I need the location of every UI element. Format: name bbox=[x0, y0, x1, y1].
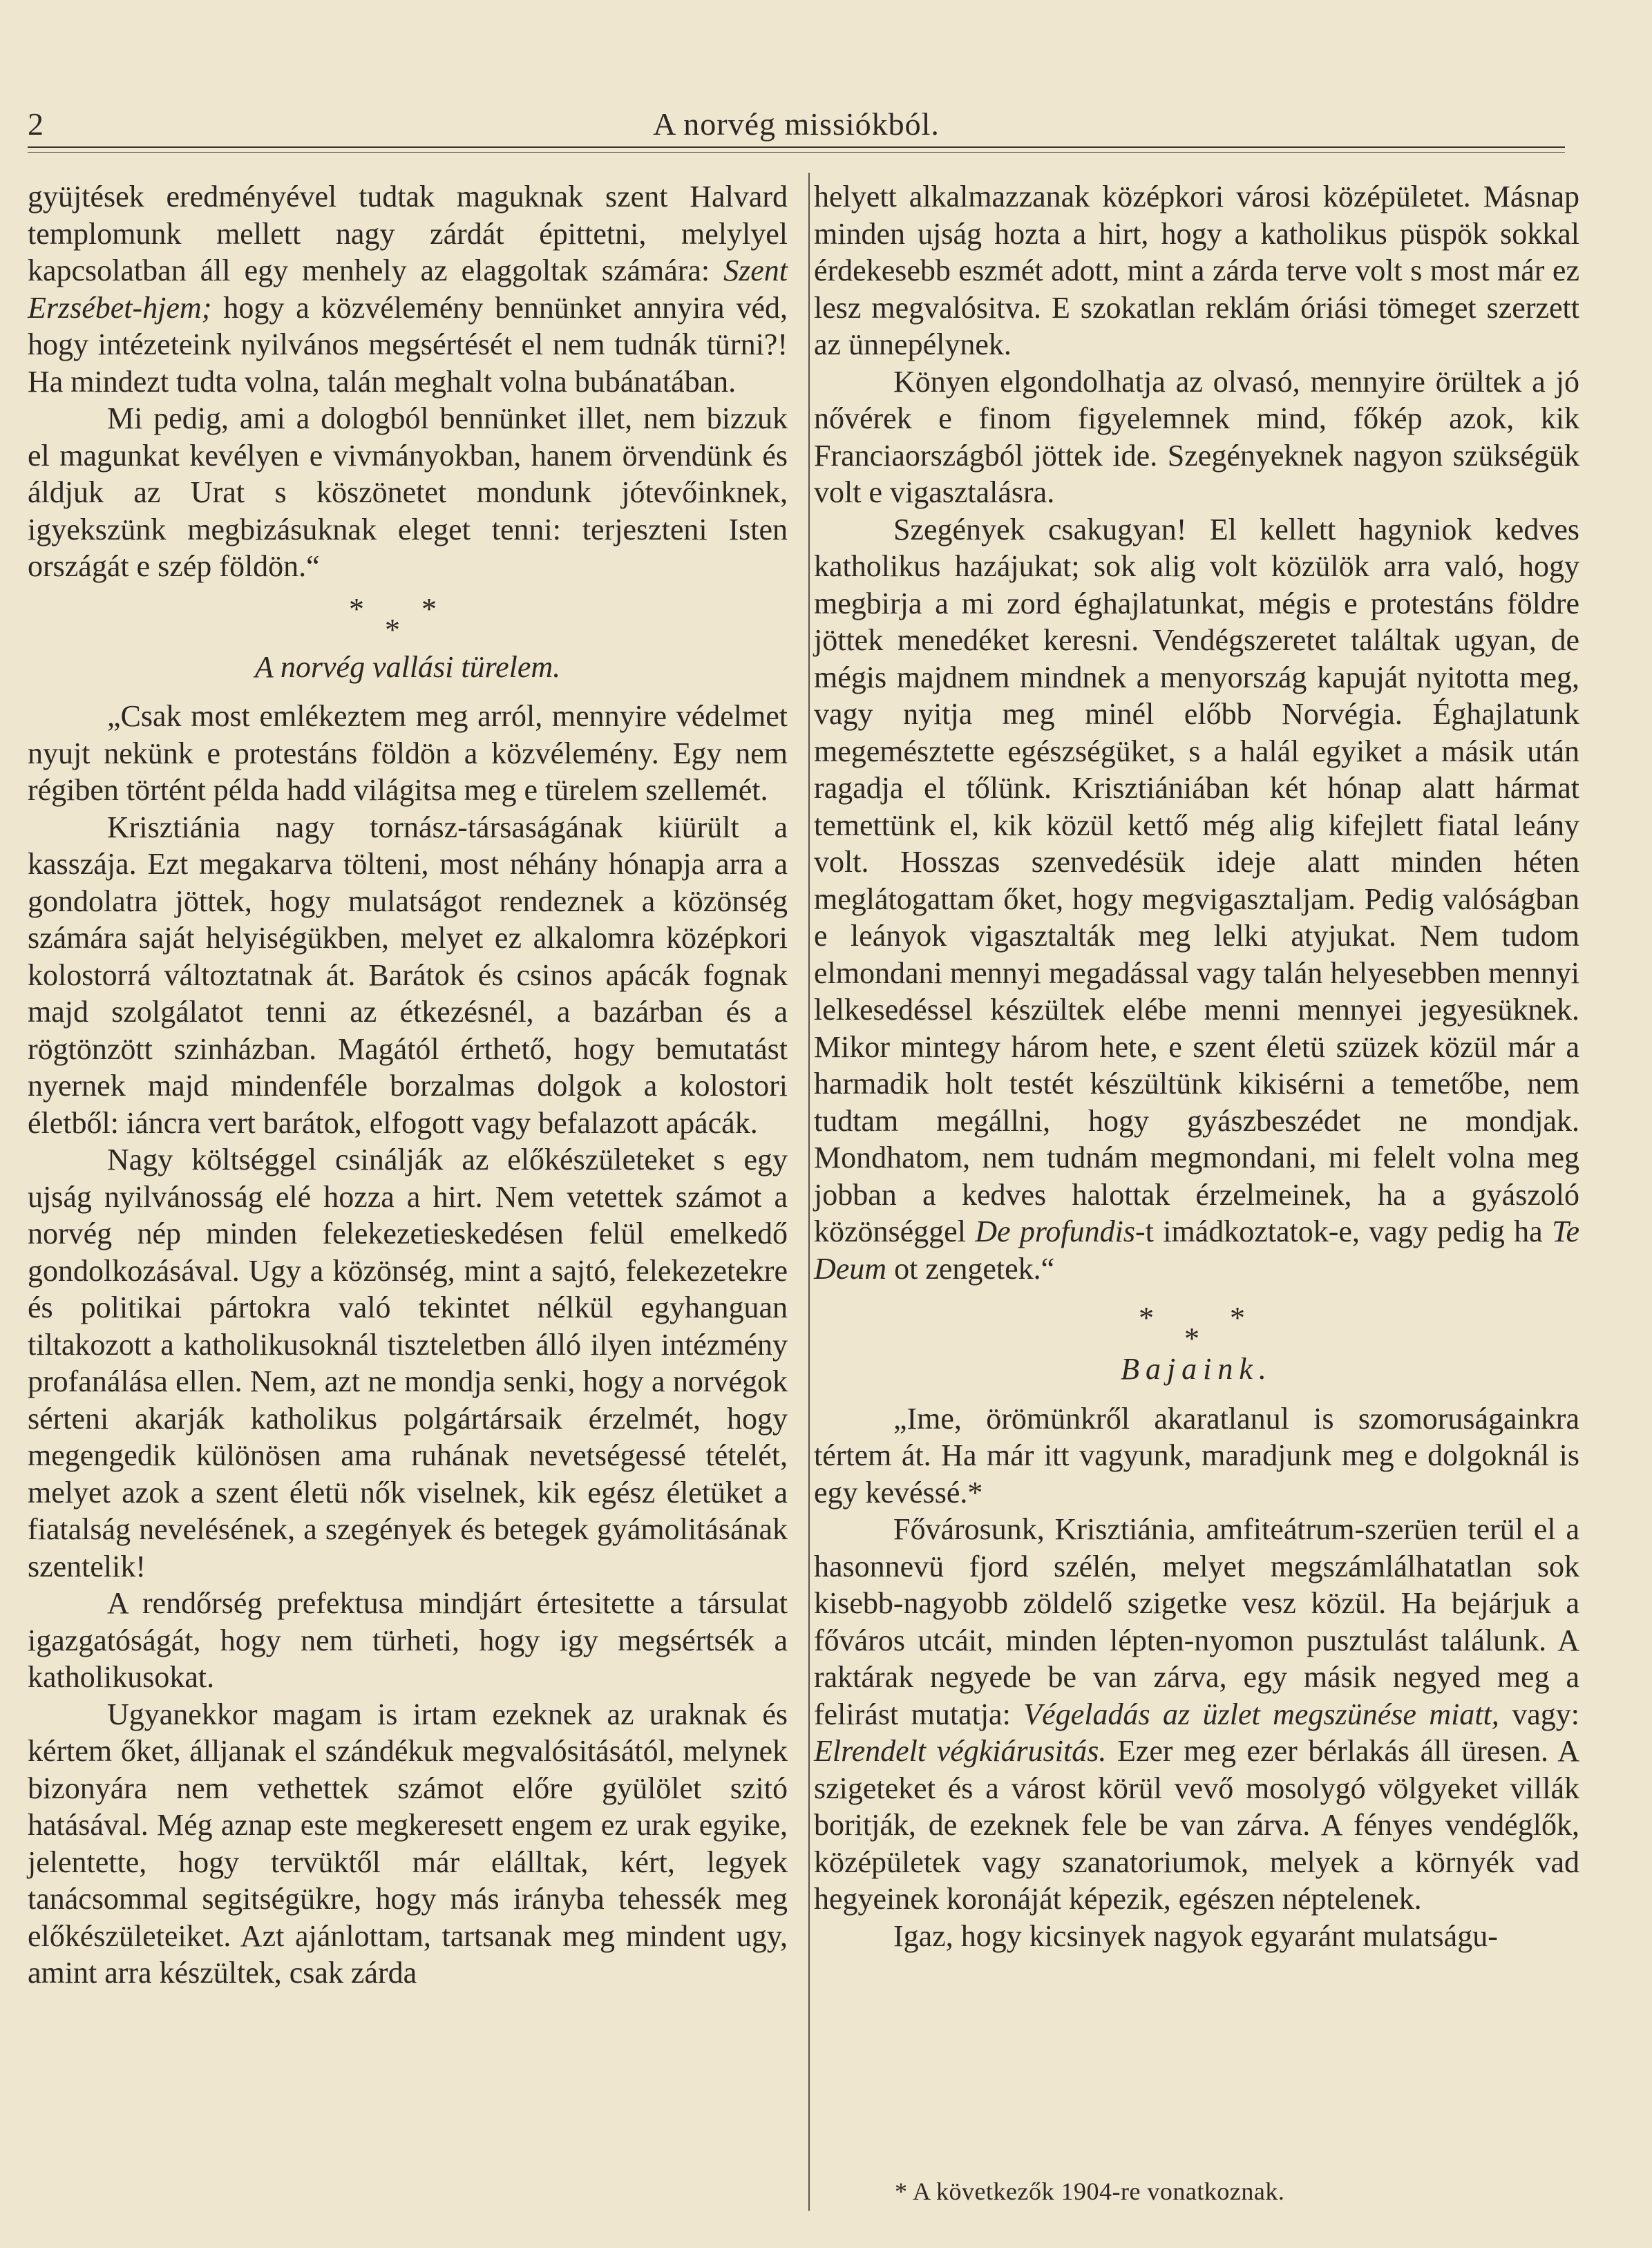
paragraph: Fővárosunk, Krisztiánia, amfiteátrum-szerüen terül el a hasonnevü fjord szélén, melyet megszámlálhatatlan sok kisebb-nagyobb zöldelő szigetke vesz közül. Ha bejárjuk a főváros utcáit, minden lépten-nyomon pusztulást találunk. A raktárak negyede be van zárva, egy másik negyed meg a felirást mutatja: Végeladás az üzlet megszünése miatt, vagy: Elrendelt végkiárusitás. Ezer meg ezer bérlakás áll üresen. A szigeteket és a várost körül vevő mosolygó völgyeket villák boritják, de ezeknek fele be van zárva. A fényes vendéglők, középületek vagy szanatoriumok, melyek a környék vad hegyeinek koronáját képezik, egészen néptelenek. bbox=[814, 1512, 1580, 1916]
paragraph: Mi pedig, ami a dologból bennünket illet, nem bizzuk el magunkat kevélyen e vivmányokban, hanem örvendünk és áldjuk az Urat s köszönetet mondunk jótevőinknek, igyekszünk megbizásuknak eleget tenni: terjeszteni Isten országát e szép földön.“ bbox=[28, 401, 788, 583]
italic-text: Szent Erzsébet-hjem; bbox=[28, 254, 788, 325]
paragraph: Ugyanekkor magam is irtam ezeknek az uraknak és kértem őket, álljanak el szándékuk megvalósitásától, melynek bizonyára nem vethettek számot előre gyülölet szitó hatásával. Még aznap este megkeresett engem ez urak egyike, jelentette, hogy tervüktől már elálltak, kért, legyek tanácsommal segitségükre, hogy más irányba tehessék meg előkészületeiket. Azt ajánlottam, tartsanak meg mindent ugy, amint arra készültek, csak zárda bbox=[28, 1697, 788, 1990]
section-stars bbox=[28, 585, 788, 647]
section-heading: Bajaink. bbox=[1121, 1352, 1273, 1386]
star: * bbox=[1230, 1301, 1245, 1335]
paragraph: Igaz, hogy kicsinyek nagyok egyaránt mulatságu- bbox=[893, 1918, 1498, 1953]
page-number: 2 bbox=[28, 106, 44, 142]
star: * bbox=[421, 591, 437, 626]
paragraph: „Csak most emlékeztem meg arról, mennyire védelmet nyujt nekünk e protestáns földön a közvélemény. Egy nem régiben történt példa hadd világitsa meg e türelem szellemét. bbox=[28, 699, 788, 807]
italic-text: Végeladás az üzlet megszünése miatt, bbox=[1023, 1697, 1499, 1731]
paragraph: helyett alkalmazzanak középkori városi középületet. Másnap minden ujság hozta a hirt, hogy a katholikus püspök sokkal érdekesebb eszmét adott, mint a zárda terve volt s most már ez lesz megvalósitva. E szokatlan reklám óriási tömeget szerzett az ünnepélynek. bbox=[814, 180, 1579, 361]
italic-text: Te Deum bbox=[814, 1215, 1580, 1286]
column-divider bbox=[808, 173, 810, 2211]
star: * bbox=[385, 612, 400, 647]
page-header bbox=[28, 104, 1565, 145]
paragraph: Krisztiánia nagy tornász-társaságának kiürült a kasszája. Ezt megakarva tölteni, most néhány hónapja arra a gondolatra jöttek, hogy mulatságot rendeznek a közönség számára saját helyiségükben, melyet ez alkalomra középkori kolostorrá változtatnak át. Barátok és csinos apácák fognak majd szolgálatot tenni az étkezésnél, a bazárban és a rögtönzött szinházban. Magától érthető, hogy bemutatást nyernek majd mindenféle borzalmas dolgok a kolostori életből: iáncra vert barátok, elfogott vagy befalazott apácák. bbox=[28, 810, 788, 1140]
section-heading: A norvég vallási türelem. bbox=[254, 649, 561, 684]
section-stars bbox=[814, 1287, 1579, 1355]
header-rule bbox=[28, 146, 1565, 153]
star: * bbox=[1184, 1322, 1199, 1355]
paragraph: A rendőrség prefektusa mindjárt értesitette a társulat igazgatóságát, hogy nem türheti, hogy igy megsértsék a katholikusokat. bbox=[28, 1586, 788, 1694]
paragraph: gyüjtések eredményével tudtak maguknak szent Halvard templomunk mellett nagy zárdát épittetni, melylyel kapcsolatban áll egy menhely az elaggoltak számára: Szent Erzsébet-hjem; hogy a közvélemény bennünket annyira véd, hogy intézeteink nyilvános megsértését el nem tudnák türni?! Ha mindezt tudta volna, talán meghalt volna bubánatában. bbox=[28, 180, 788, 399]
star: * bbox=[349, 591, 364, 626]
left-column bbox=[28, 178, 788, 1992]
paragraph: „Ime, örömünkről akaratlanul is szomoruságainkra tértem át. Ha már itt vagyunk, maradjunk meg e dolgoknál is egy kevéssé.* bbox=[814, 1401, 1579, 1509]
paragraph: Szegények csakugyan! El kellett hagyniok kedves katholikus hazájukat; sok alig volt közülök arra való, hogy megbirja a mi zord éghajlatunkat, mégis e protestáns földre jöttek menedéket keresni. Vendégszeretet találtak ugyan, de mégis majdnem mindnek a menyország kapuját nyitotta meg, vagy nyitja meg minél előbb Norvégia. Éghajlatunk megemésztette egészségüket, s a halál egyiket a másik után ragadja el tőlünk. Krisztiániában két hónap alatt hármat temettünk el, kik közül kettő még alig kifejlett fiatal leány volt. Hosszas szenvedésük ideje alatt minden héten meglátogattam őket, hogy megvigasztaljam. Pedig valóságban e leányok vigasztalták meg lelki atyjukat. Nem tudom elmondani mennyi megadással vagy talán helyesebben mennyi lelkesedéssel készültek elébe menni mennyei jegyesüknek. Mikor mintegy három hete, e szent életü szüzek közül már a harmadik holt testét készültünk kikisérni a temetőbe, nem tudtam megállni, hogy gyászbeszédet ne mondjak. Mondhatom, nem tudnám megmondani, mi felelt volna meg jobban a kedves halottak érzelmeinek, ha a gyászoló közönséggel De profundis-t imádkoztatok-e, vagy pedig ha Te Deum ot zengetek.“ bbox=[814, 512, 1580, 1286]
running-head: A norvég missiókból. bbox=[653, 106, 940, 142]
star: * bbox=[1139, 1301, 1154, 1335]
footnote: * A következők 1904-re vonatkoznak. bbox=[895, 2178, 1285, 2205]
paragraph: Könyen elgondolhatja az olvasó, mennyire örültek a jó nővérek e finom figyelemnek mind, főkép azok, kik Franciaországból jöttek ide. Szegényeknek nagyon szükségük volt e vigasztalásra. bbox=[814, 364, 1579, 509]
paragraph: Nagy költséggel csinálják az előkészületeket s egy ujság nyilvánosság elé hozza a hirt. Nem vetettek számot a norvég nép minden felekezetieskedésen felül emelkedő gondolkozásával. Ugy a közönség, mint a sajtó, felekezetekre és politikai pártokra való tekintet nélkül egyhanguan tiltakozott a katholikusoknál tiszteletben álló ilyen intézmény profanálása ellen. Nem, azt ne mondja senki, hogy a norvégok sérteni akarják katholikus polgártársaik érzelmét, hogy megengedik különösen ama ruhának nevetségessé tételét, melyet azok a szent életü nők viselnek, kik egész életüket a fiatalság nevelésének, a szegények és betegek gyámolitásának szentelik! bbox=[28, 1143, 788, 1583]
italic-text: Elrendelt végkiárusitás. bbox=[814, 1734, 1107, 1768]
italic-text: De profundis bbox=[975, 1215, 1135, 1248]
right-column bbox=[814, 178, 1579, 1954]
